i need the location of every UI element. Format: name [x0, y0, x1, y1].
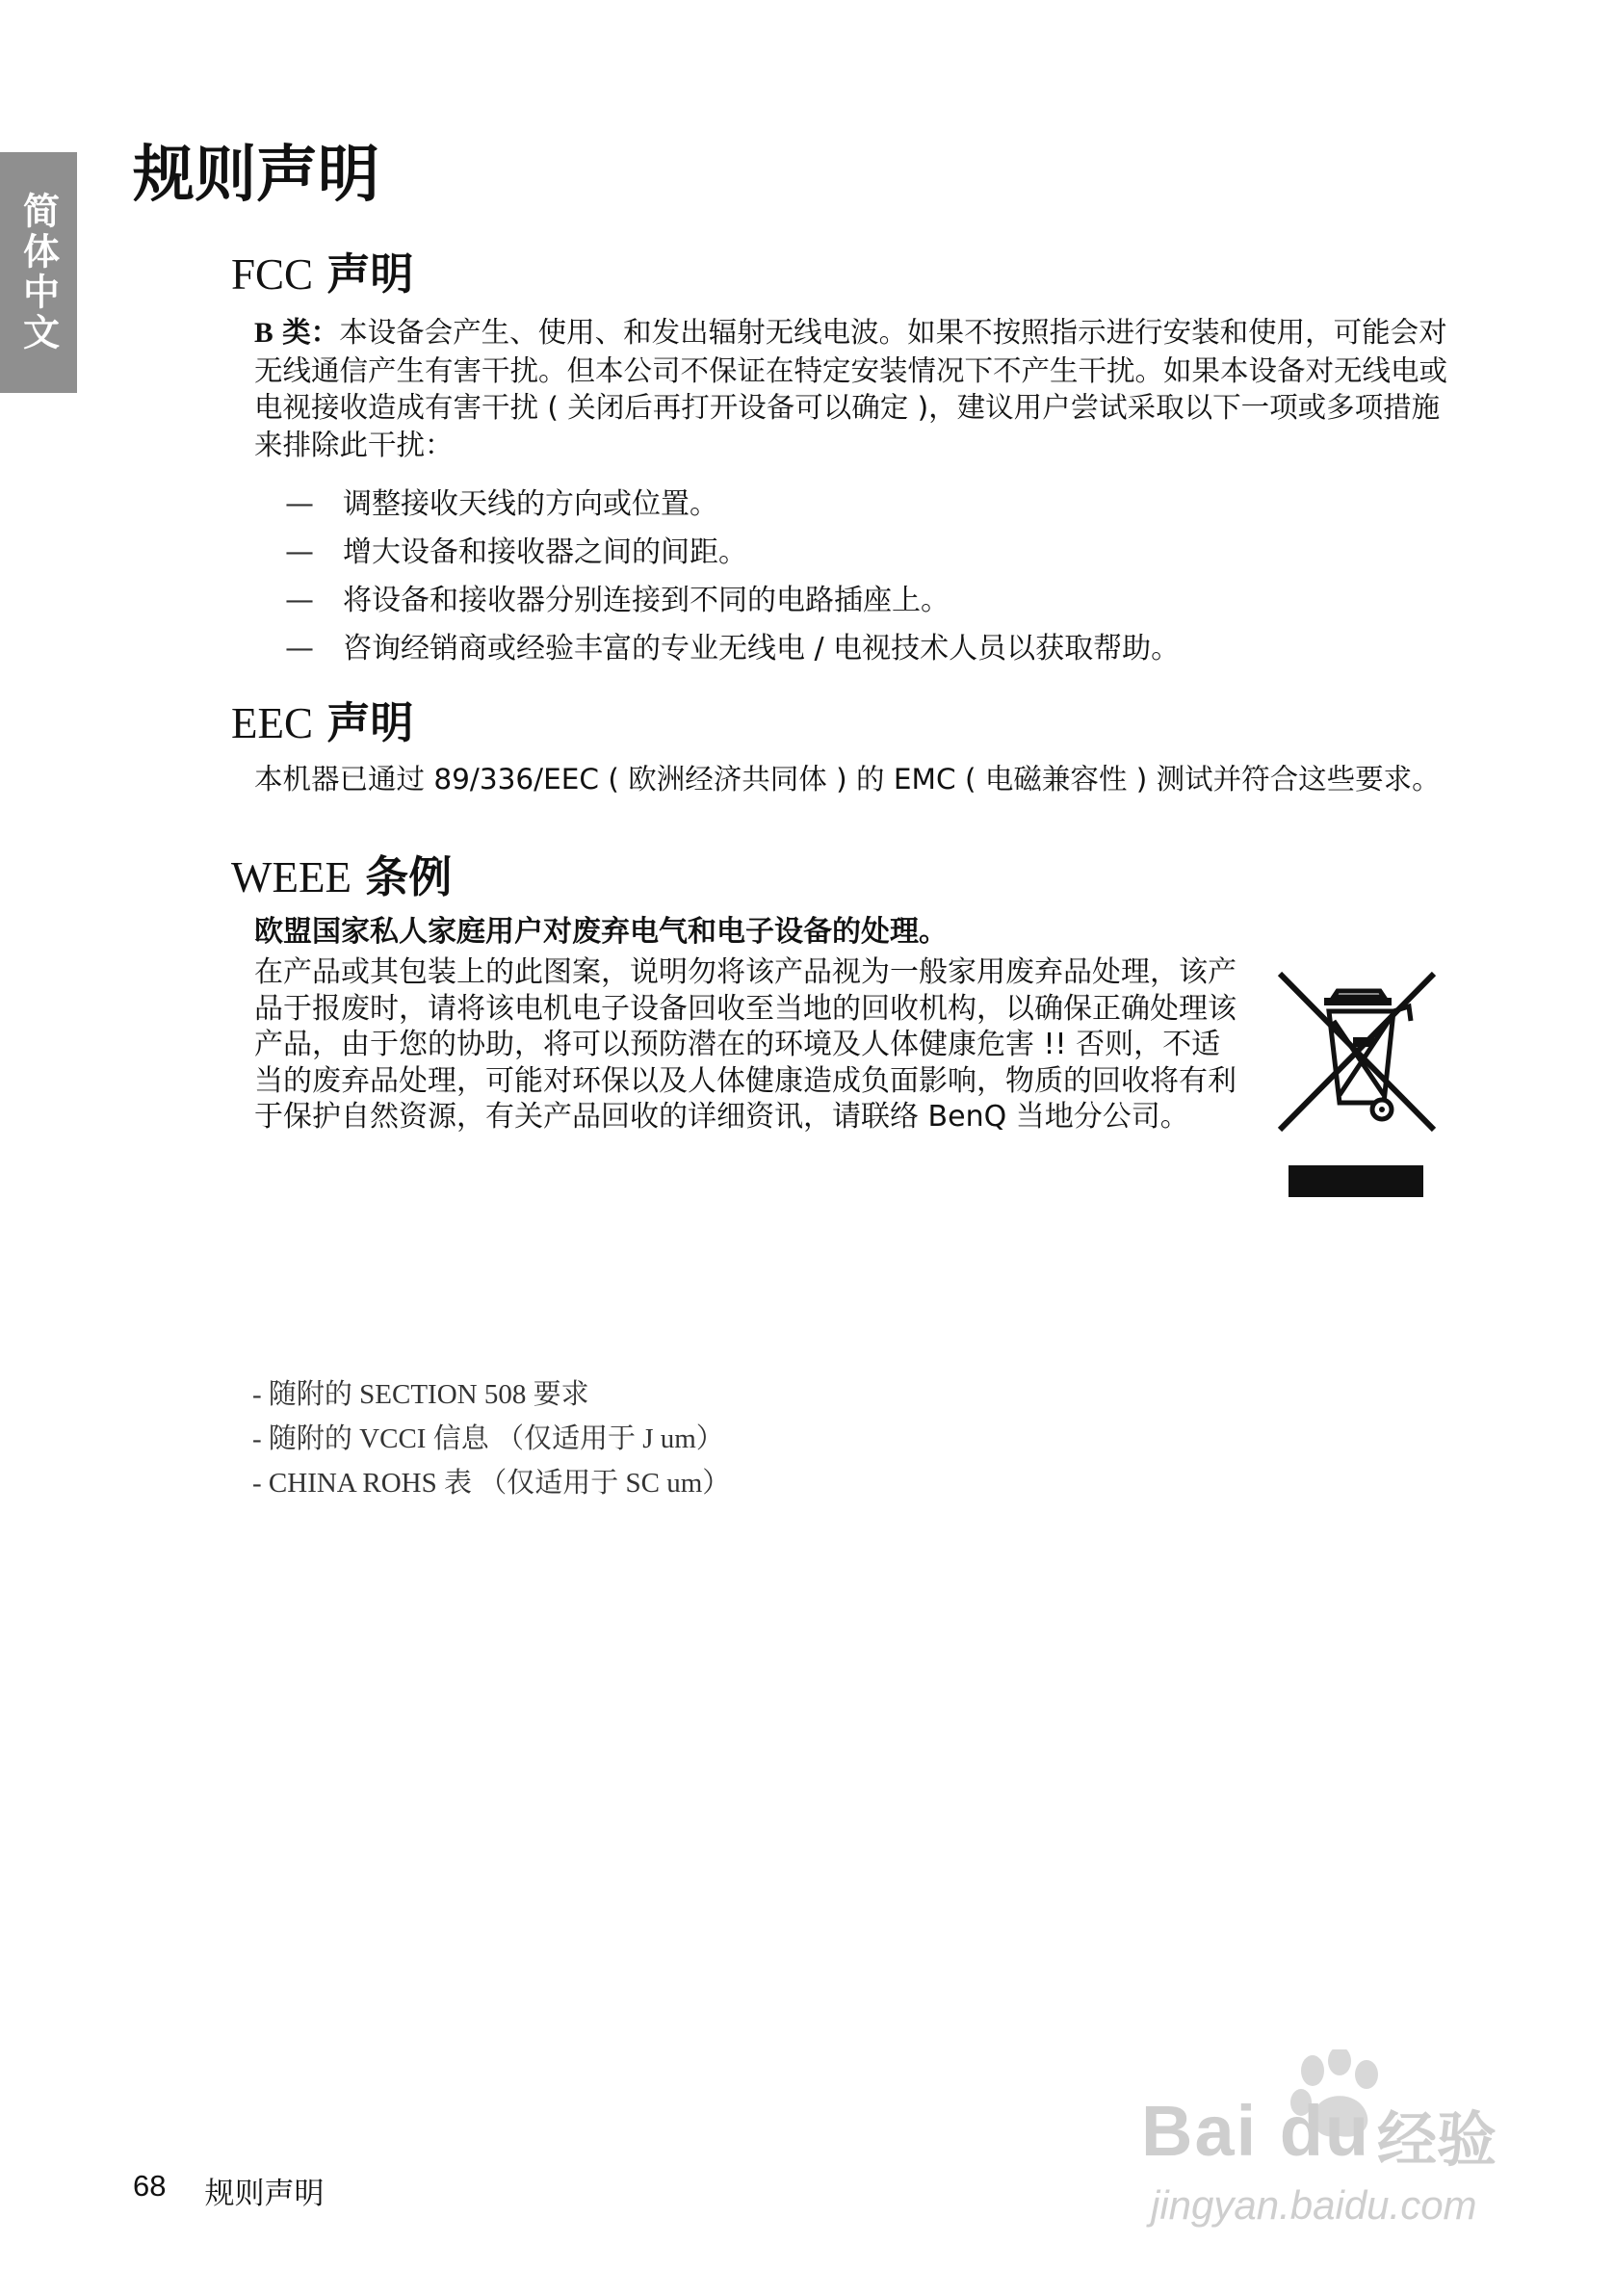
- list-item-text: 增大设备和接收器之间的间距。: [343, 535, 747, 569]
- weee-title-zh: 条例: [365, 851, 453, 902]
- list-item-china-rohs[interactable]: - CHINA ROHS 表 （仅适用于 SC um）: [252, 1468, 731, 1499]
- dash-marker: —: [285, 632, 314, 665]
- watermark-url: jingyan.baidu.com: [1151, 2182, 1477, 2228]
- fcc-section-title: [231, 248, 414, 300]
- baidu-jingyan-watermark: [1141, 2049, 1546, 2232]
- list-item: [285, 529, 1180, 577]
- fcc-class-b-suffix: 类：: [282, 316, 340, 349]
- list-item-text: 咨询经销商或经验丰富的专业无线电 / 电视技术人员以获取帮助。: [343, 632, 1181, 665]
- weee-paragraph: 在产品或其包装上的此图案，说明勿将该产品视为一般家用废弃品处理，该产品于报废时，请将该电机电子设备回收至当地的回收机构，以确保正确处理该产品，由于您的协助，将可以预防潜在的环境及人体健康危害 !! 否则，不适当的废弃品处理，可能对环保以及人体健康造成负面影响，物质的回收将有利于保护自然资源，有关产品回收的详细资讯，请联络 BenQ 当地分公司。: [254, 955, 1237, 1135]
- list-item-text: 调整接收天线的方向或位置。: [343, 487, 718, 521]
- eec-title-en: EEC: [231, 699, 313, 747]
- list-item: [285, 577, 1180, 625]
- related-documents-list: [252, 1372, 730, 1505]
- fcc-paragraph: [254, 314, 1463, 463]
- fcc-body-text: 本设备会产生、使用、和发出辐射无线电波。如果不按照指示进行安装和使用，可能会对无线通信产生有害干扰。但本公司不保证在特定安装情况下不产生干扰。如果本设备对无线电或电视接收造成有害干扰 ( 关闭后再打开设备可以确定 )，建议用户尝试采取以下一项或多项措施来排除此干扰：: [254, 316, 1448, 461]
- dash-marker: —: [285, 584, 314, 617]
- list-item: [285, 625, 1180, 673]
- list-item-vcci[interactable]: - 随附的 VCCI 信息 （仅适用于 J um）: [252, 1423, 724, 1454]
- weee-subtitle: 欧盟国家私人家庭用户对废弃电气和电子设备的处理。: [254, 915, 948, 949]
- eec-title-zh: 声明: [326, 697, 414, 748]
- page-footer: [133, 2169, 324, 2212]
- weee-title-en: WEEE: [231, 853, 351, 901]
- list-item: [285, 481, 1180, 529]
- list-item-section-508[interactable]: - 随附的 SECTION 508 要求: [252, 1379, 589, 1410]
- crossed-out-wheelie-bin-icon: [1276, 968, 1440, 1209]
- eec-section-title: [231, 697, 414, 748]
- fcc-measures-list: [285, 481, 1180, 673]
- language-side-tab-label: 简体中文: [16, 192, 60, 353]
- footer-label: 规则声明: [204, 2177, 325, 2211]
- dash-marker: —: [285, 535, 314, 569]
- page-number: 68: [133, 2169, 167, 2203]
- weee-section-title: [231, 851, 453, 902]
- language-side-tab: [0, 152, 77, 393]
- fcc-title-en: FCC: [231, 250, 314, 299]
- list-item-text: 将设备和接收器分别连接到不同的电路插座上。: [343, 584, 950, 617]
- page-title: 规则声明: [133, 140, 379, 211]
- eec-paragraph: 本机器已通过 89/336/EEC ( 欧洲经济共同体 ) 的 EMC ( 电磁兼容性 ) 测试并符合这些要求。: [254, 763, 1441, 796]
- fcc-title-zh: 声明: [326, 248, 414, 300]
- watermark-brand: Bai du: [1141, 2091, 1371, 2171]
- watermark-brand-zh: 经验: [1377, 2104, 1497, 2175]
- fcc-class-b-label: B: [254, 318, 273, 349]
- dash-marker: —: [285, 487, 314, 521]
